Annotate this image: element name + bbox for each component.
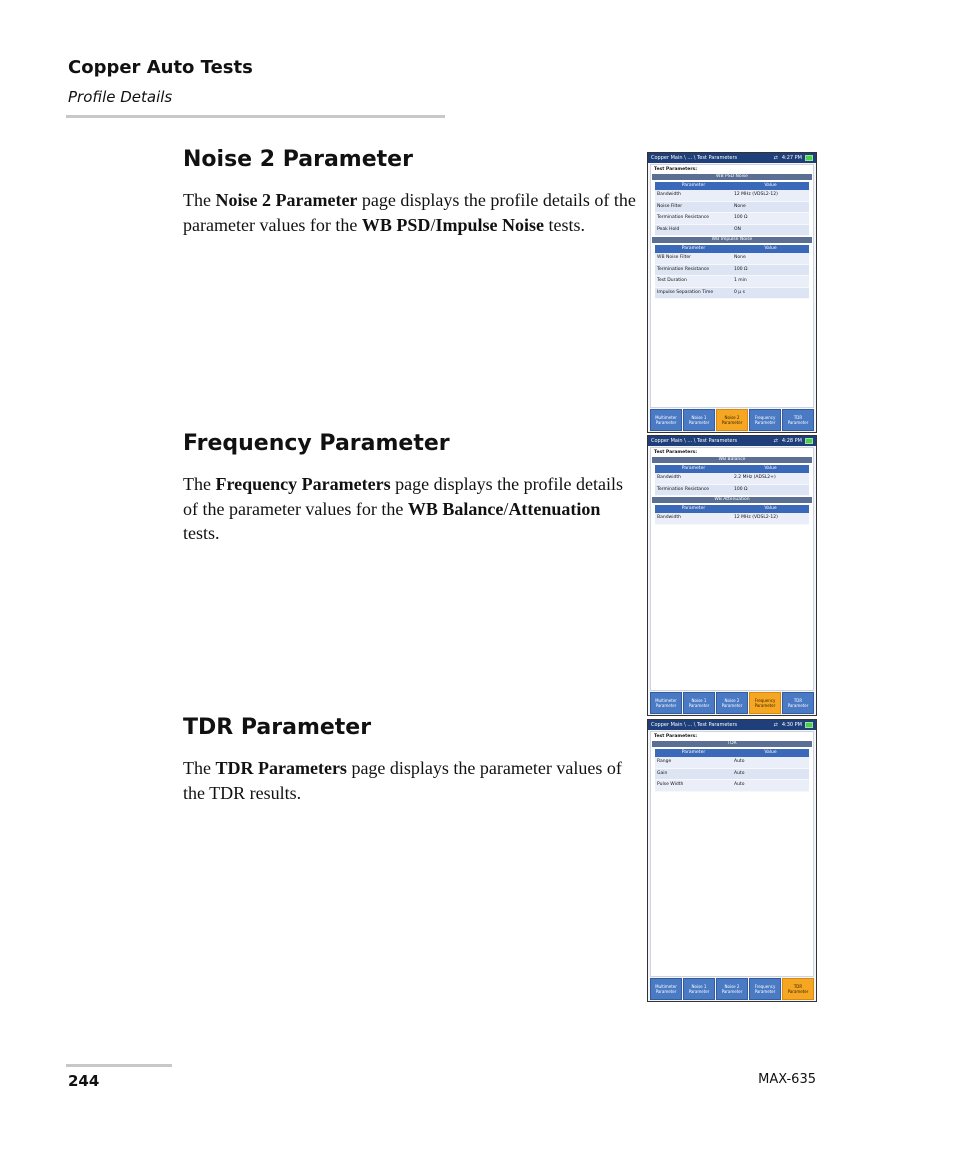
tab-button[interactable]: Multimeter Parameter <box>650 409 682 431</box>
clock: 4:27 PM <box>781 155 802 161</box>
battery-icon <box>805 438 813 444</box>
column-header-value: Value <box>764 246 777 251</box>
bold-term: Attenuation <box>508 498 601 519</box>
body-text: The <box>183 474 216 494</box>
table-body <box>655 513 809 525</box>
body-text: page displays the parameter values of the TDR results. <box>183 758 622 803</box>
parameter-name: Termination Resistance <box>657 215 710 220</box>
table-body <box>655 473 809 496</box>
parameters-panel <box>650 164 814 408</box>
header-rule <box>66 115 445 118</box>
section-body-tdr <box>183 756 638 805</box>
bold-term: WB PSD <box>361 214 431 235</box>
parameter-value: 1 min <box>734 278 747 283</box>
sync-icon[interactable]: ⇄ <box>773 155 778 161</box>
tab-button[interactable]: TDR Parameter <box>782 409 814 431</box>
section-body-frequency <box>183 472 638 546</box>
model-name: MAX-635 <box>758 1072 816 1087</box>
table-header <box>655 182 809 190</box>
clock: 4:30 PM <box>781 722 802 728</box>
table-row[interactable] <box>655 769 809 781</box>
parameter-value: None <box>734 203 746 209</box>
parameter-name: Noise Filter <box>657 203 683 209</box>
parameter-value: 100 Ω <box>734 266 748 272</box>
table-row[interactable] <box>655 757 809 769</box>
parameter-name: Termination Resistance <box>657 486 710 492</box>
footer-rule <box>66 1064 172 1067</box>
section-title-noise2: Noise 2 Parameter <box>183 147 413 172</box>
tab-button[interactable]: Multimeter Parameter <box>650 978 682 1000</box>
bold-term: Frequency Parameters <box>215 474 391 494</box>
parameter-name: Range <box>657 759 672 764</box>
column-header-parameter: Parameter <box>681 246 706 251</box>
clock: 4:28 PM <box>781 438 802 444</box>
device-screen-noise2 <box>647 152 817 433</box>
parameter-name: Bandwidth <box>657 475 681 480</box>
tab-button[interactable]: Noise 2 Parameter <box>716 409 748 431</box>
column-header-parameter: Parameter <box>681 183 706 188</box>
tab-button[interactable]: Noise 2 Parameter <box>716 978 748 1000</box>
bold-term: WB Balance <box>407 498 504 519</box>
table-row[interactable] <box>655 213 809 225</box>
body-text: page displays the profile details of the parameter values for the <box>183 474 624 519</box>
column-header-value: Value <box>764 506 777 511</box>
parameter-name: Test Duration <box>657 278 687 283</box>
table-row[interactable] <box>655 225 809 237</box>
parameter-table <box>655 245 809 299</box>
tab-button[interactable]: Frequency Parameter <box>749 978 781 1000</box>
parameter-name: Gain <box>657 770 668 776</box>
parameters-panel <box>650 731 814 977</box>
parameter-name: Bandwidth <box>657 515 681 520</box>
test-parameters-label: Test Parameters: <box>654 450 698 455</box>
column-header-parameter: Parameter <box>681 466 706 471</box>
parameter-name: Pulse Width <box>657 782 684 787</box>
device-titlebar <box>648 436 816 446</box>
table-body <box>655 757 809 792</box>
tab-button[interactable]: Multimeter Parameter <box>650 692 682 714</box>
parameter-value: 2.2 MHz (ADSL2+) <box>734 475 776 480</box>
device-titlebar <box>648 720 816 730</box>
tab-button[interactable]: TDR Parameter <box>782 978 814 1000</box>
parameter-name: Termination Resistance <box>657 266 710 272</box>
table-header <box>655 505 809 513</box>
table-row[interactable] <box>655 276 809 288</box>
page-number: 244 <box>68 1072 100 1090</box>
table-row[interactable] <box>655 265 809 277</box>
parameter-name: WB Noise Filter <box>657 255 692 260</box>
table-header <box>655 749 809 757</box>
body-text: tests. <box>543 214 585 235</box>
breadcrumb[interactable]: Copper Main \ ... \ Test Parameters <box>651 438 738 444</box>
parameter-name: Peak Hold <box>657 226 680 232</box>
parameter-value: 0 µ s <box>734 289 745 295</box>
body-text: The <box>183 758 216 778</box>
battery-icon <box>805 155 813 161</box>
running-header-subtitle: Profile Details <box>68 88 173 106</box>
parameter-value: 100 Ω <box>734 486 748 492</box>
table-row[interactable] <box>655 202 809 214</box>
parameter-value: 12 MHz (VDSL2-12) <box>734 515 778 520</box>
table-row[interactable] <box>655 513 809 525</box>
body-text: / <box>430 214 436 235</box>
breadcrumb[interactable]: Copper Main \ ... \ Test Parameters <box>651 722 738 728</box>
breadcrumb[interactable]: Copper Main \ ... \ Test Parameters <box>651 155 738 161</box>
parameter-value: Auto <box>734 759 745 764</box>
parameter-value: 12 MHz (VDSL2-12) <box>734 192 778 197</box>
tab-button[interactable]: Frequency Parameter <box>749 409 781 431</box>
table-header <box>655 245 809 253</box>
column-header-value: Value <box>764 750 777 755</box>
table-body <box>655 190 809 236</box>
column-header-parameter: Parameter <box>681 750 706 755</box>
parameter-tabs <box>650 978 814 1000</box>
parameter-value: ON <box>734 226 741 232</box>
tab-button[interactable]: Frequency Parameter <box>749 692 781 714</box>
tab-button[interactable]: Noise 1 Parameter <box>683 409 715 431</box>
battery-icon <box>805 722 813 728</box>
device-screen-frequency <box>647 435 817 716</box>
body-text: / <box>503 498 509 519</box>
parameters-panel <box>650 447 814 691</box>
group-band: WB PSD Noise <box>652 174 812 180</box>
table-row[interactable] <box>655 288 809 300</box>
column-header-value: Value <box>764 466 777 471</box>
parameter-table <box>655 505 809 525</box>
test-parameters-label: Test Parameters: <box>654 167 698 172</box>
group-band: WB Impulse Noise <box>652 237 812 243</box>
parameter-value: Auto <box>734 782 745 787</box>
body-text: page displays the profile details of the parameter values for the <box>183 190 636 235</box>
group-band: TDR <box>652 741 812 747</box>
table-row[interactable] <box>655 190 809 202</box>
body-text: The <box>183 190 216 210</box>
tab-button[interactable]: Noise 1 Parameter <box>683 692 715 714</box>
tab-button[interactable]: Noise 2 Parameter <box>716 692 748 714</box>
table-row[interactable] <box>655 253 809 265</box>
running-header-title: Copper Auto Tests <box>68 57 253 78</box>
parameter-table <box>655 749 809 792</box>
tab-button[interactable]: TDR Parameter <box>782 692 814 714</box>
table-body <box>655 253 809 299</box>
parameter-name: Impulse Separation Time <box>657 289 714 295</box>
table-row[interactable] <box>655 780 809 792</box>
parameter-table <box>655 465 809 496</box>
bold-term: Noise 2 Parameter <box>215 190 358 210</box>
sync-icon[interactable]: ⇄ <box>773 438 778 444</box>
bold-term: TDR Parameters <box>215 758 347 778</box>
table-row[interactable] <box>655 473 809 485</box>
bold-term: Impulse Noise <box>435 214 544 235</box>
parameter-value: 100 Ω <box>734 215 748 220</box>
column-header-parameter: Parameter <box>681 506 706 511</box>
parameter-value: Auto <box>734 770 745 776</box>
parameter-tabs <box>650 692 814 714</box>
body-text: tests. <box>183 523 220 543</box>
device-titlebar <box>648 153 816 163</box>
sync-icon[interactable]: ⇄ <box>773 722 778 728</box>
parameter-value: None <box>734 255 746 260</box>
test-parameters-label: Test Parameters: <box>654 734 698 739</box>
section-title-frequency: Frequency Parameter <box>183 431 450 456</box>
section-body-noise2 <box>183 188 638 237</box>
group-band: WB Attenuation <box>652 497 812 503</box>
group-band: WB Balance <box>652 457 812 463</box>
parameter-name: Bandwidth <box>657 192 681 197</box>
parameter-table <box>655 182 809 236</box>
parameter-tabs <box>650 409 814 431</box>
table-header <box>655 465 809 473</box>
tab-button[interactable]: Noise 1 Parameter <box>683 978 715 1000</box>
table-row[interactable] <box>655 485 809 497</box>
section-title-tdr: TDR Parameter <box>183 715 372 740</box>
device-screen-tdr <box>647 719 817 1002</box>
column-header-value: Value <box>764 183 777 188</box>
